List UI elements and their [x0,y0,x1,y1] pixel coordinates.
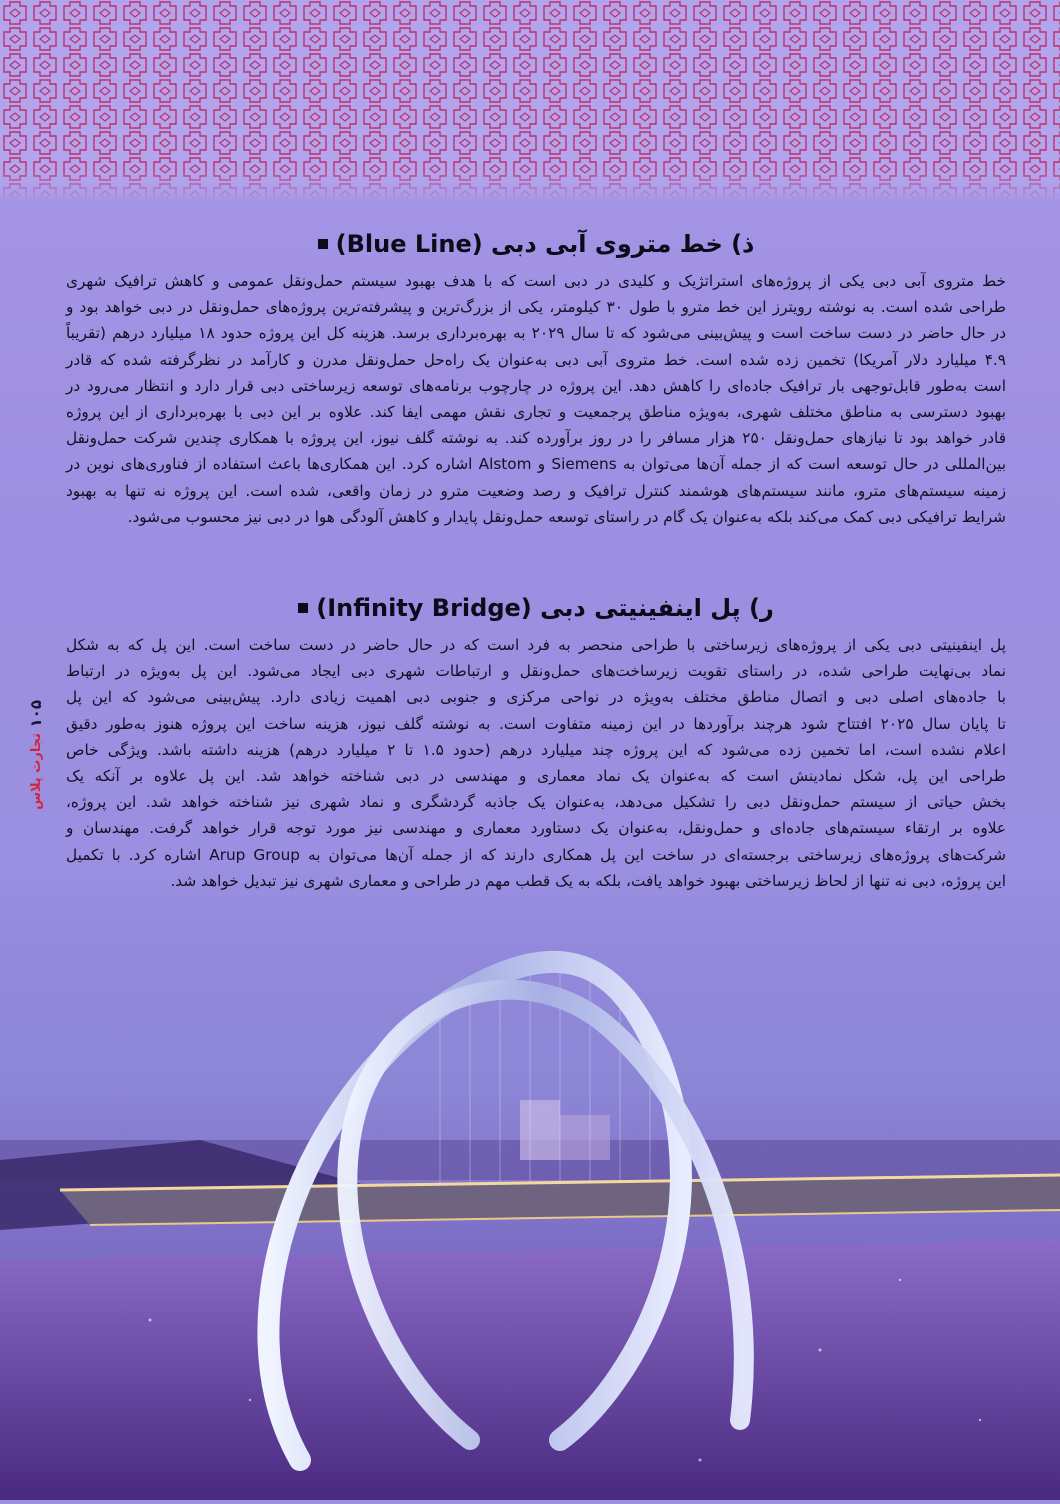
text-line: در حال حاضر در دست ساخت است و پیش‌بینی می‌شود که تا سال ۲۰۲۹ به بهره‌برداری برسد. هزینه کل این پروژه حدود ۱۸ میلیارد درهم (تقریباً [66,324,1007,343]
text-line: با جاده‌های اصلی دبی و اتصال مناطق مختلف به‌ویژه در نواحی مرکزی و جنوبی دبی اهمیت زیادی دارد. پیش‌بینی می‌شود که این پل [66,688,1006,707]
text-line: شرکت‌های پروژه‌های زیرساختی برجسته‌ای در ساخت این پل همکاری دارند که از جمله آن‌ها می‌توان به Arup Group اشاره کرد. با تکمیل [66,845,1006,864]
text-line: بین‌المللی در حال توسعه است که از جمله آن‌ها می‌توان به Siemens و Alstom اشاره کرد. این همکاری‌ها باعث استفاده از فناوری‌های نوین در [66,455,1006,474]
text-line: ۴.۹ میلیارد دلار آمریکا) تخمین زده شده است. خط متروی آبی دبی به‌عنوان یک راه‌حل حمل‌ونقل مدرن و کارآمد در نظرگرفته شده که قادر [66,350,1006,369]
square-bullet-icon [298,603,308,613]
decorative-pattern-band [0,0,1060,200]
page-side-label [18,700,54,810]
text-line: بهبود دسترسی به مناطق مختلف شهری، به‌ویژه مناطق پرجمعیت و تجاری نقش مهمی ایفا کند. علاوه بر این دبی با بهره‌برداری از این پروژه [66,403,1006,422]
text-line: پل اینفینیتی دبی یکی از پروژه‌های زیرساختی با طراحی منحصر به فرد است که در حال حاضر در دست ساخت است. این پل که به شکل [66,636,1006,654]
magazine-brand: تجارت پلاس [28,733,44,811]
text-line: تا پایان سال ۲۰۲۵ افتتاح شود هرچند برآوردها در این زمینه متفاوت است. به نوشته گلف نیوز، هزینه ساخت این پروژه هنوز به‌طور دقیق [66,714,1007,733]
paragraph-blue-line [66,268,1006,530]
text-line: قادر خواهد بود تا نیازهای حمل‌ونقل ۲۵۰ هزار مسافر را در روز برآورده کند. به نوشته گلف نیوز، این پروژه با همکاری چندین شرکت حمل‌ونقل [66,429,1007,448]
heading-text: ر) پل اینفینیتی دبی (Infinity Bridge) [316,594,774,622]
section-infinity-bridge [66,592,1006,894]
text-line: است به‌طور قابل‌توجهی بار ترافیک جاده‌ای را کاهش دهد. این پروژه در چارچوب برنامه‌های توسعه زیرساختی دبی قرار دارد و انتظار می‌رود در [66,376,1006,395]
heading-text: ذ) خط متروی آبی دبی (Blue Line) [335,230,755,258]
text-line: علاوه بر ارتقاء سیستم‌های جاده‌ای و حمل‌ونقل، به‌عنوان یک دستاورد معماری و مهندسی نیز مورد توجه قرار خواهد گرفت. مهندسان و [66,819,1006,838]
text-line: شرایط ترافیکی دبی کمک می‌کند بلکه به‌عنوان یک گام در راستای توسعه حمل‌ونقل پایدار و کاهش آلودگی هوا در دبی نیز محسوب می‌شود. [127,507,1006,526]
page-number: ۱۰۵ [27,700,45,728]
section-heading [66,592,1006,624]
text-line: طراحی شده است. به نوشته رویترز این خط مترو با طول ۳۰ کیلومتر، یکی از بزرگ‌ترین و پیشرفته‌ترین پروژه‌های حمل‌ونقل در دبی خواهد بود و [66,298,1006,317]
text-line: طراحی این پل، شکل نمادینش است که به‌عنوان یک نماد معماری و مهندسی در دبی شناخته خواهد شد. این پل علاوه بر آنکه یک [66,767,1006,786]
text-line: اعلام نشده است، اما تخمین زده می‌شود که این پروژه چند میلیارد درهم (حدود ۱.۵ تا ۲ میلیارد درهم) هزینه داشته باشد. ویژگی خاص [66,740,1006,759]
section-blue-line [66,228,1006,530]
paragraph-infinity-bridge [66,632,1006,894]
text-line: نماد بی‌نهایت طراحی شده، در راستای تقویت زیرساخت‌های حمل‌ونقل و ارتباطات شهری دبی ایجاد می‌شود. این پل به‌ویژه در ارتباط [66,662,1006,681]
infinity-bridge-illustration [0,900,1060,1500]
section-heading [66,228,1006,260]
square-bullet-icon [318,239,328,249]
text-line: این پروژه، دبی نه تنها از لحاظ زیرساختی بهبود خواهد یافت، بلکه به یک قطب مهم در طراحی و معماری شهری نیز تبدیل خواهد شد. [170,871,1006,890]
text-line: بخش حیاتی از سیستم حمل‌ونقل دبی را تشکیل می‌دهد، به‌عنوان یک جاذبه گردشگری و نماد شهری نیز شناخته خواهد شد. این پروژه، [66,793,1006,812]
text-line: خط متروی آبی دبی یکی از پروژه‌های استراتژیک و کلیدی در دبی است که با هدف بهبود سیستم حمل‌ونقل عمومی و کاهش ترافیک شهری [66,272,1006,290]
text-line: زمینه سیستم‌های مترو، مانند سیستم‌های هوشمند کنترل ترافیک و رصد وضعیت مترو در زمان واقعی، شده است. این پروژه نه تنها به بهبود [66,481,1006,500]
